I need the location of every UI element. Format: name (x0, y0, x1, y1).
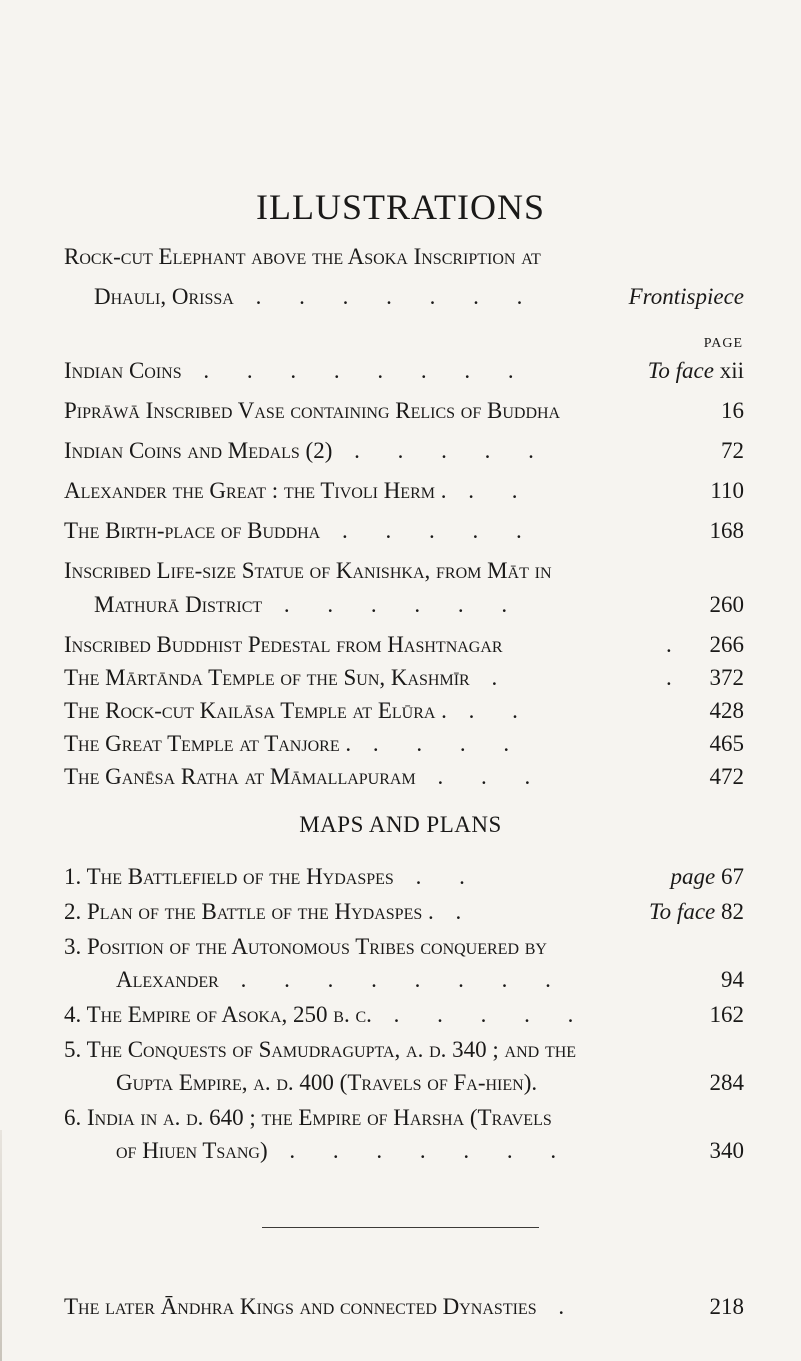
page-number: 16 (721, 398, 744, 423)
page-number: 340 (709, 1138, 744, 1163)
entry-text: The Rock-cut Kailāsa Temple at Elūra . (64, 698, 447, 723)
item-number: 3. (64, 934, 82, 959)
entry-text: The Conquests of Samudragupta, a. d. 340 ; and the (86, 1037, 577, 1062)
page-title: ILLUSTRATIONS (256, 187, 545, 227)
page-prefix: To face (649, 899, 716, 924)
leader-dots: . . . . . (371, 1002, 590, 1027)
entry-text: Dhauli, Orissa (94, 284, 234, 309)
page-number: xii (719, 358, 744, 383)
entry-text: Gupta Empire, a. d. 400 (Travels of Fa-hien). (116, 1070, 538, 1095)
entry-text: The Birth-place of Buddha (64, 518, 321, 543)
entry-text: Indian Coins (64, 358, 182, 383)
entry-text: Plan of the Battle of the Hydaspes . (87, 899, 434, 924)
entry-text: Piprāwā Inscribed Vase containing Relics of Buddha (64, 398, 561, 423)
page-prefix: To face (647, 358, 714, 383)
leader-dots: . (433, 899, 478, 924)
item-number: 6. (64, 1105, 82, 1130)
divider (262, 1227, 539, 1228)
leader-dots: . . . . (351, 731, 526, 756)
leader-dots: . . . . . . . . (181, 358, 530, 383)
entry-text: The Great Temple at Tanjore . (64, 731, 352, 756)
entry-text: The Battlefield of the Hydaspes (86, 864, 394, 889)
entry-text: Mathurā District (94, 592, 263, 617)
leader-dots: . . . . . . . (267, 1138, 573, 1163)
entry-text: of Hiuen Tsang) (116, 1138, 268, 1163)
leader-dots: . . . . . . . . (218, 967, 567, 992)
entry-text: The Empire of Asoka, 250 b. c. (86, 1002, 372, 1027)
leader-dots: . . (393, 864, 481, 889)
page-edge-shadow (0, 1130, 2, 1361)
page-number: 218 (709, 1294, 744, 1319)
page-number: 372 (709, 665, 744, 690)
page-number: 428 (709, 698, 744, 723)
page-number: 472 (709, 764, 744, 789)
page-number: 67 (721, 864, 744, 889)
page-number: 162 (709, 1002, 744, 1027)
page-ref: Frontispiece (628, 284, 744, 309)
entry-text: The later Āndhra Kings and connected Dynasties (64, 1294, 537, 1319)
page-number: 266 (709, 632, 744, 657)
entry-text: Rock-cut Elephant above the Asoka Inscription at (64, 244, 541, 269)
entry-text: Position of the Autonomous Tribes conquered by (87, 934, 547, 959)
entry-text: Alexander (116, 967, 219, 992)
page-number: 110 (710, 478, 744, 503)
leader-dots: . . . . . (332, 438, 550, 463)
section-heading: MAPS AND PLANS (299, 812, 502, 837)
leader-dots: . (469, 665, 514, 690)
page-number: 94 (721, 967, 744, 992)
leader-dots: . . (446, 698, 534, 723)
entry-text: The Ganēsa Ratha at Māmallapuram (64, 764, 416, 789)
entry-text: India in a. d. 640 ; the Empire of Harsha (Travels (87, 1105, 552, 1130)
page-number: 284 (709, 1070, 744, 1095)
page-column-label: PAGE (703, 336, 743, 351)
leader-dots: . (536, 1294, 581, 1319)
entry-text: Inscribed Buddhist Pedestal from Hashtnagar (64, 632, 503, 657)
leader-dots: . (666, 665, 710, 690)
item-number: 5. (64, 1037, 82, 1062)
page-number: 82 (721, 899, 744, 924)
leader-dots: . . . . . . . (233, 284, 539, 309)
entry-text: Indian Coins and Medals (2) (64, 438, 333, 463)
item-number: 1. (64, 864, 82, 889)
page-number: 168 (709, 518, 744, 543)
leader-dots: . . . . . (320, 518, 538, 543)
page-number: 465 (709, 731, 744, 756)
page-number: 260 (709, 592, 744, 617)
entry-text: The Mārtānda Temple of the Sun, Kashmīr (64, 665, 470, 690)
page-prefix: page (670, 864, 716, 889)
leader-dots: . (666, 632, 710, 657)
entry-text: Inscribed Life-size Statue of Kanishka, from Māt in (64, 558, 552, 583)
item-number: 4. (64, 1002, 82, 1027)
leader-dots: . . (446, 478, 534, 503)
leader-dots: . . . (415, 764, 547, 789)
leader-dots: . . . . . . (262, 592, 524, 617)
entry-text: Alexander the Great : the Tivoli Herm . (64, 478, 447, 503)
page-number: 72 (721, 438, 744, 463)
item-number: 2. (64, 899, 82, 924)
